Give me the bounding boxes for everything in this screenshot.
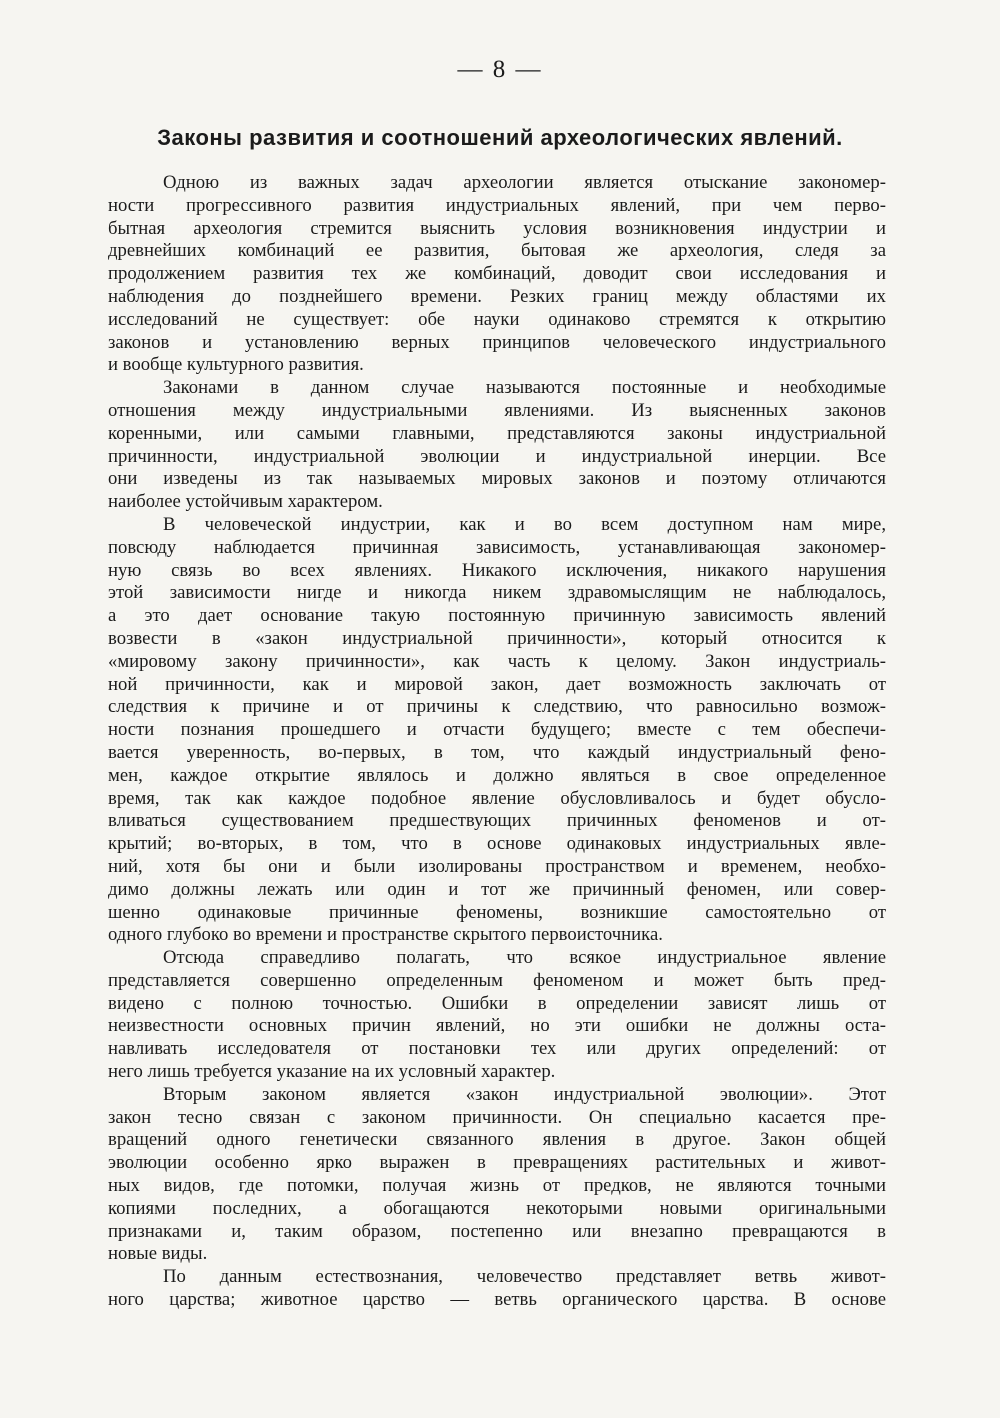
text-line: продолжением развития тех же комбинаций, доводит свои исследования и	[108, 263, 886, 285]
text-line: повсюду наблюдается причинная зависимость, устанавливающая закономер-	[108, 536, 886, 558]
paragraph-4	[108, 947, 886, 1084]
text-line: этой зависимости нигде и никогда никем здравомыслящим не наблюдалось,	[108, 582, 886, 604]
text-line: эволюции особенно ярко выражен в превращениях растительных и живот-	[108, 1152, 886, 1174]
text-line: возвести в «закон индустриальной причинности», который относится к	[108, 627, 886, 649]
text-line: древнейших комбинаций ее развития, бытовая же археология, следя за	[108, 240, 886, 262]
text-line: Вторым законом является «закон индустриальной эволюции». Этот	[163, 1083, 886, 1105]
text-line: крытий; во-вторых, в том, что в основе одинаковых индустриальных явле-	[108, 833, 886, 855]
text-line: исследований не существует: обе науки одинаково стремятся к открытию	[108, 308, 886, 330]
text-line: Одною из важных задач археологии является отыскание закономер-	[163, 172, 886, 193]
text-line: него лишь требуется указание на их условный характер.	[108, 1061, 556, 1083]
text-line: видено с полною точностью. Ошибки в определении зависят лишь от	[108, 992, 886, 1014]
text-line: неизвестности основных причин явлений, но эти ошибки не должны оста-	[108, 1015, 886, 1037]
text-line: По данным естествознания, человечество представляет ветвь живот-	[163, 1266, 886, 1288]
text-line: вращений одного генетически связанного явления в другое. Закон общей	[108, 1129, 886, 1151]
text-line: шенно одинаковые причинные феномены, возникшие самостоятельно от	[108, 901, 886, 923]
text-line: вливаться существованием предшествующих причинных феноменов и от-	[108, 810, 886, 832]
text-line: вается уверенность, во-первых, в том, что каждый индустриальный фено-	[108, 741, 886, 763]
text-line: новые виды.	[108, 1243, 208, 1265]
paragraph-5	[108, 1084, 886, 1266]
text-line: признаками и, таким образом, постепенно или внезапно превращаются в	[108, 1220, 886, 1242]
text-line: наиболее устойчивым характером.	[108, 491, 383, 513]
text-line: В человеческой индустрии, как и во всем доступном нам мире,	[163, 513, 886, 535]
paragraph-6	[108, 1266, 886, 1312]
text-line: время, так как каждое подобное явление обусловливалось и будет обусло-	[108, 787, 886, 809]
text-line: отношения между индустриальными явлениями. Из выясненных законов	[108, 399, 886, 421]
text-line: ного царства; животное царство — ветвь органического царства. В основе	[108, 1289, 886, 1311]
text-line: ной причинности, как и мировой закон, дает возможность заключать от	[108, 673, 886, 695]
text-line: коренными, или самыми главными, представляются законы индустриальной	[108, 422, 886, 444]
text-line: «мировому закону причинности», как часть к целому. Закон индустриаль-	[108, 650, 886, 672]
text-line: Законами в данном случае называются постоянные и необходимые	[163, 377, 886, 399]
text-line: закон тесно связан с законом причинности. Он специально касается пре-	[108, 1106, 886, 1128]
text-line: следствия к причине и от причины к следствию, что равносильно возмож-	[108, 696, 886, 718]
text-line: ную связь во всех явлениях. Никакого исключения, никакого нарушения	[108, 559, 886, 581]
text-line: бытная археология стремится выяснить условия возникновения индустрии и	[108, 217, 886, 239]
paragraph-3	[108, 514, 886, 947]
text-line: навливать исследователя от постановки тех или других определений: от	[108, 1038, 886, 1060]
text-line: а это дает основание такую постоянную причинную зависимость явлений	[108, 605, 886, 627]
text-line: ности прогрессивного развития индустриальных явлений, при чем перво-	[108, 194, 886, 216]
paragraph-2	[108, 377, 886, 514]
text-line: ний, хотя бы они и были изолированы пространством и временем, необхо-	[108, 855, 886, 877]
text-line: димо должны лежать или один и тот же причинный феномен, или совер-	[108, 878, 886, 900]
text-line: представляется совершенно определенным феноменом и может быть пред-	[108, 969, 886, 991]
text-line: одного глубоко во времени и пространстве скрытого первоисточника.	[108, 924, 663, 946]
text-line: и вообще культурного развития.	[108, 354, 364, 376]
text-line: ных видов, где потомки, получая жизнь от предков, не являются точными	[108, 1175, 886, 1197]
page-number: — 8 —	[457, 56, 543, 83]
text-line: мен, каждое открытие являлось и должно являться в свое определенное	[108, 764, 886, 786]
text-line: наблюдения до позднейшего времени. Резких границ между областями их	[108, 285, 886, 307]
text-line: законов и установлению верных принципов человеческого индустриального	[108, 331, 886, 353]
section-title: Законы развития и соотношений археологических явлений.	[157, 125, 843, 150]
text-line: они изведены из так называемых мировых законов и поэтому отличаются	[108, 468, 886, 490]
text-line: ности познания прошедшего и отчасти будущего; вместе с тем обеспечи-	[108, 719, 886, 741]
text-line: причинности, индустриальной эволюции и индустриальной инерции. Все	[108, 445, 886, 467]
body-text	[108, 172, 886, 1312]
text-line: копиями последних, а обогащаются некоторыми новыми оригинальными	[108, 1197, 886, 1219]
paragraph-1	[108, 172, 886, 377]
text-line: Отсюда справедливо полагать, что всякое индустриальное явление	[163, 947, 886, 969]
